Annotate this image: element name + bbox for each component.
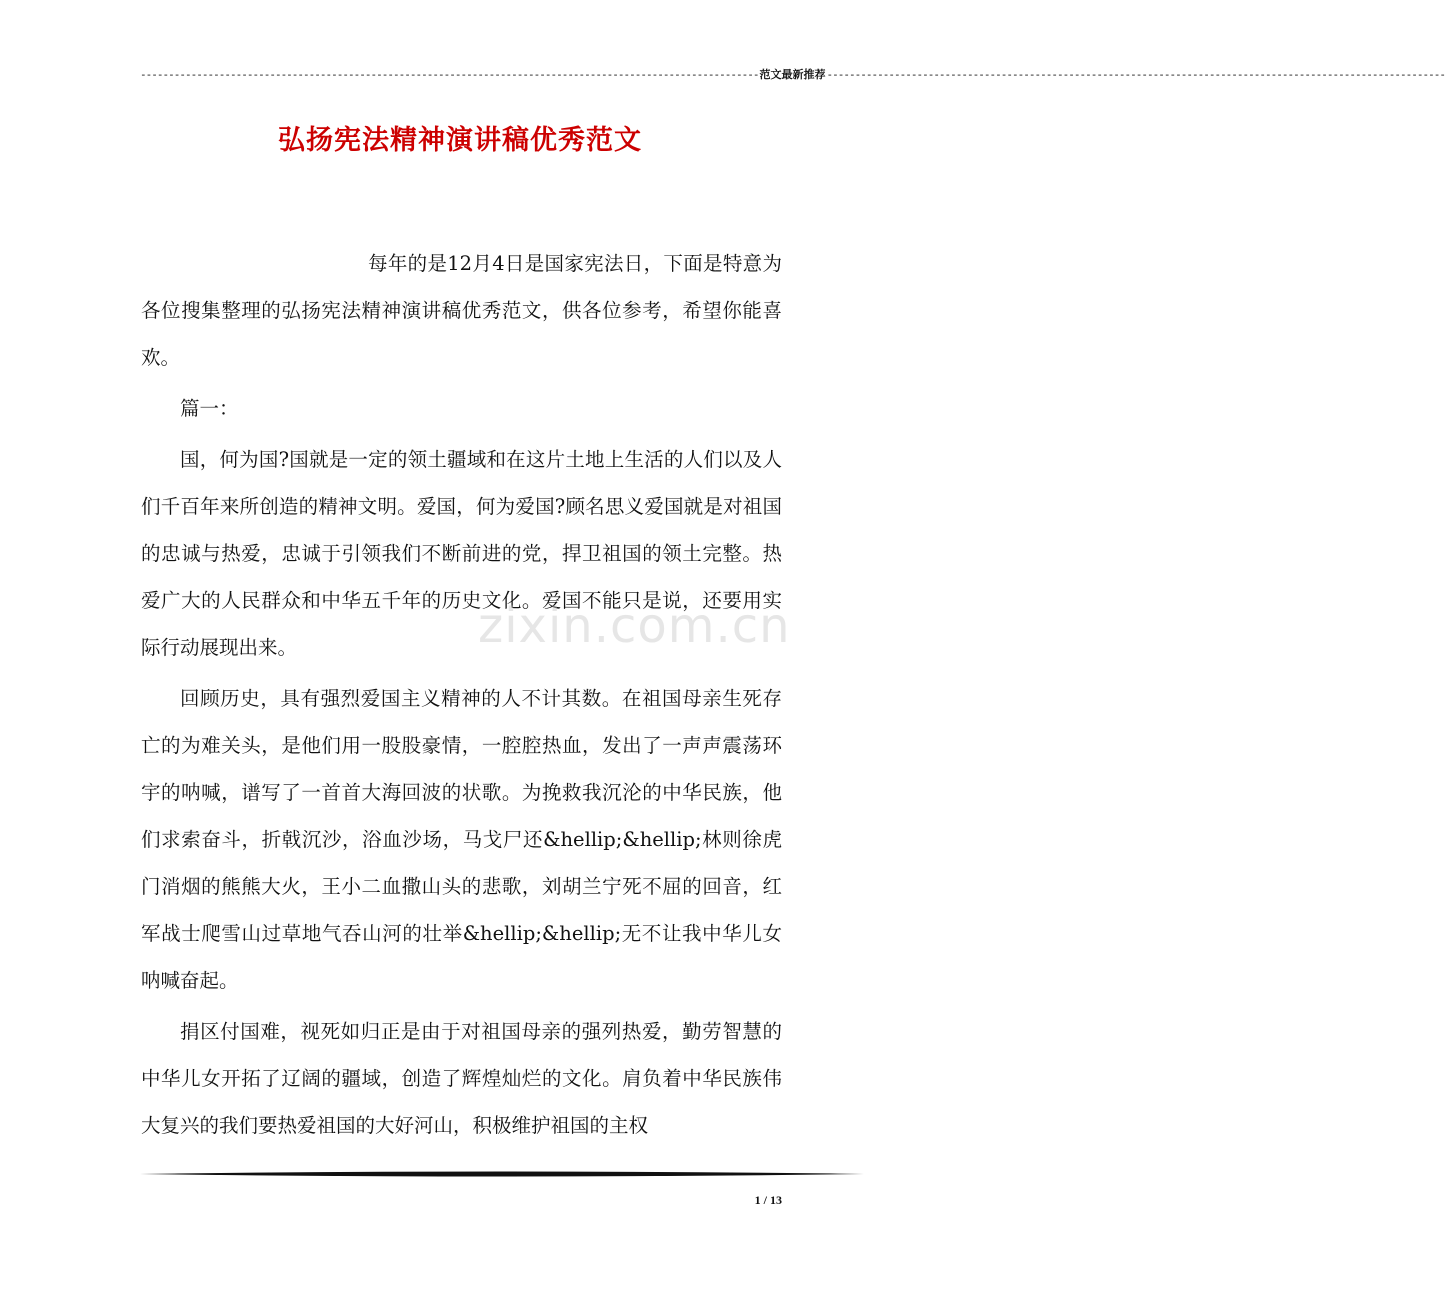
body-paragraph: 回顾历史，具有强烈爱国主义精神的人不计其数。在祖国母亲生死存亡的为难关头，是他们用一股股豪情，一腔腔热血，发出了一声声震荡环宇的呐喊，谱写了一首首大海回波的状歌。为挽救我沉沦的中华民族，他们求索奋斗，折戟沉沙，浴血沙场，马戈尸还&hellip;&hellip;林则徐虎门消烟的熊熊大火，王小二血撒山头的悲歌，刘胡兰宁死不屈的回音，红军战士爬雪山过草地气吞山河的壮举&hellip;&hellip;无不让我中华儿女呐喊奋起。 bbox=[141, 687, 782, 992]
body-paragraph: 国，何为国?国就是一定的领土疆域和在这片土地上生活的人们以及人们千百年来所创造的精神文明。爱国，何为爱国?顾名思义爱国就是对祖国的忠诚与热爱，忠诚于引领我们不断前进的党，捍卫祖国的领土完整。热爱广大的人民群众和中华五千年的历史文化。爱国不能只是说，还要用实际行动展现出来。 bbox=[141, 448, 782, 659]
section-heading: 篇一： bbox=[180, 397, 239, 420]
intro-paragraph: 每年的是12月4日是国家宪法日，下面是特意为各位搜集整理的弘扬宪法精神演讲稿优秀范文，供各位参考，希望你能喜欢。 bbox=[141, 252, 782, 369]
watermark: zixin.com.cn bbox=[478, 598, 791, 654]
page-header bbox=[140, 68, 1445, 82]
document-body bbox=[141, 240, 782, 1153]
header-dashes-left: -------------------------------------------------------------------------------------------------------------- bbox=[140, 68, 759, 81]
header-dashes-right: -------------------------------------------------------------------------------------------------------------- bbox=[826, 68, 1445, 81]
page-number: 1 / 13 bbox=[754, 1193, 782, 1207]
header-label: 范文最新推荐 bbox=[759, 68, 826, 81]
document-title: 弘扬宪法精神演讲稿优秀范文 bbox=[278, 125, 642, 156]
body-paragraph: 捐区付国难，视死如归正是由于对祖国母亲的强列热爱，勤劳智慧的中华儿女开拓了辽阔的疆域，创造了辉煌灿烂的文化。肩负着中华民族伟大复兴的我们要热爱祖国的大好河山，积极维护祖国的主权 bbox=[141, 1020, 782, 1137]
footer-rule bbox=[140, 1170, 864, 1178]
